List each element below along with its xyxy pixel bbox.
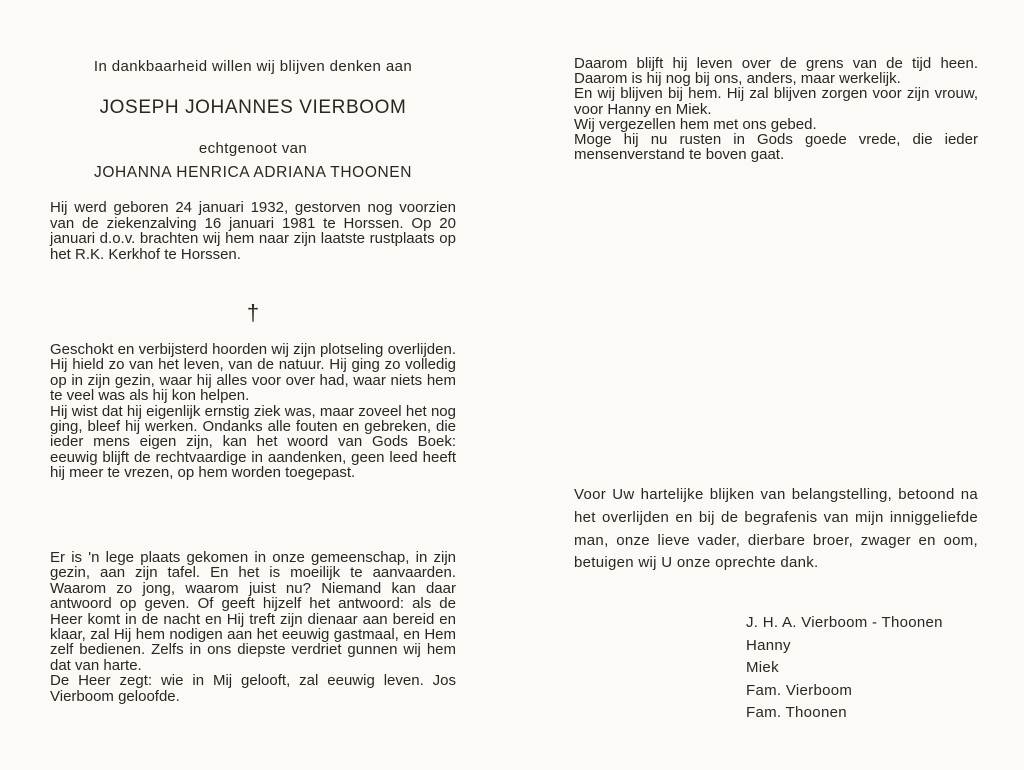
body-text-1 [50,342,456,481]
birth-paragraph [50,200,456,262]
paragraph: En wij blijven bij hem. Hij zal blijven zorgen voor zijn vrouw, voor Hanny en Miek. [574,85,978,118]
paragraph: Hij wist dat hij eigenlijk ernstig ziek was, maar zoveel het nog ging, bleef hij werken. Ondanks alle fouten en gebreken, die ieder mens eigen zijn, kan het woord van Gods Boek: eeuwig blijft de rechtvaardige in aandenken, geen leed heeft hij meer te vrezen, op hem worden toegepast. [50,402,456,482]
spouse-label: echtgenoot van [198,140,308,157]
deceased-name: JOSEPH JOHANNES VIERBOOM [99,97,407,118]
paragraph: Daarom blijft hij leven over de grens van de tijd heen. Daarom is hij nog bij ons, anders, maar werkelijk. [574,55,978,88]
thanks-paragraph: Voor Uw hartelijke blijken van belangstelling, betoond na het overlijden en bij de begrafenis van mijn inniggeliefde man, onze lieve vader, dierbare broer, zwager en oom, betuigen wij U onze oprechte dank. [574,486,978,572]
paragraph: Moge hij nu rusten in Gods goede vrede, die ieder mensenverstand te boven gaat. [574,131,978,164]
signer: J. H. A. Vierboom - Thoonen [746,614,943,631]
paragraph: Er is 'n lege plaats gekomen in onze gemeenschap, in zijn gezin, aan zijn tafel. En het is moeilijk te aanvaarden. Waarom zo jong, waarom juist nu? Niemand kan daar antwoord op geven. Of geeft hijzelf het antwoord: als de Heer komt in de nacht en Hij treft zijn dienaar aan bereid en klaar, zal Hij hem nodigen aan het eeuwig gastmaal, en Hem zelf bedienen. Zelfs in ons diepste verdriet gunnen wij hem dat van harte. [50,549,456,674]
signer: Fam. Vierboom [746,681,853,699]
paragraph: De Heer zegt: wie in Mij gelooft, zal eeuwig leven. Jos Vierboom geloofde. [50,672,456,705]
reflection-text [574,56,978,162]
thanks-text [574,484,978,575]
cross-icon: † [246,300,260,325]
signers-list [746,612,943,725]
birth-text: Hij werd geboren 24 januari 1932, gestorven nog voorzien van de ziekenzalving 16 januari 1981 te Horssen. Op 20 januari d.o.v. brachten wij hem naar zijn laatste rustplaats op het R.K. Kerkhof te Horssen. [50,199,456,263]
signer: Miek [746,659,779,677]
body-text-2 [50,550,456,704]
signer: Hanny [746,636,791,654]
intro-line: In dankbaarheid willen wij blijven denken aan [93,58,413,75]
spouse-name: JOHANNA HENRICA ADRIANA THOONEN [93,164,413,181]
paragraph: Wij vergezellen hem met ons gebed. [574,115,817,133]
signer: Fam. Thoonen [746,704,847,722]
paragraph: Geschokt en verbijsterd hoorden wij zijn plotseling overlijden. Hij hield zo van het leven, van de natuur. Hij ging zo volledig op in zijn gezin, waar hij alles voor over had, waar niets hem te veel was als hij kon helpen. [50,341,456,405]
